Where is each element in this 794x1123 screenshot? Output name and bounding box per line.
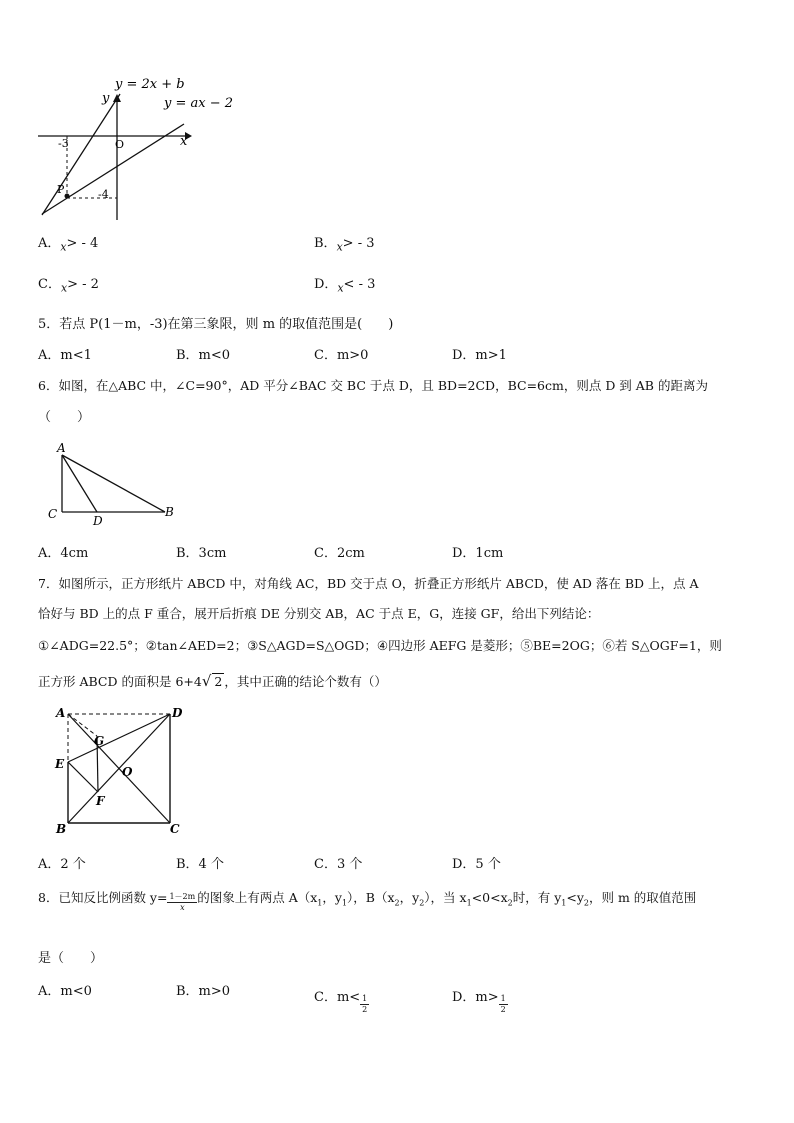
- q5-option-b[interactable]: B．m<0: [176, 348, 231, 363]
- q6-line2: （ ）: [38, 410, 91, 425]
- q4-option-b[interactable]: B．$_x$> - 3: [314, 236, 375, 254]
- q7-line3: ①∠ADG=22.5°；②tan∠AED=2；③S△AGD=S△OGD；④四边形 AEFG 是菱形；⑤BE=2OG；⑥若 S△OGF=1，则: [38, 638, 722, 653]
- q6-option-a[interactable]: A．4cm: [38, 546, 89, 561]
- point-p-label: P: [57, 183, 65, 196]
- q7-label-g: G: [94, 734, 105, 748]
- q6-line1: 6．如图，在△ABC 中，∠C=90°，AD 平分∠BAC 交 BC 于点 D，且 BD=2CD，BC=6cm，则点 D 到 AB 的距离为: [38, 378, 708, 393]
- q8-fraction: $\frac{1-2m}{x}$: [169, 892, 196, 912]
- origin-label: O: [115, 138, 125, 151]
- q6-label-c: C: [48, 507, 58, 521]
- q8-line1: 8．已知反比例函数 y= $\frac{1-2m}{x}$ 的图象上有两点 $A(x_1$，$y_1$），$B(x_2$，$y_2$），当 $x_1<0<x_2$时，有 $y_1<y_2$，则 m 的取值范围: [38, 890, 697, 912]
- tick-y-label: -4: [98, 188, 109, 201]
- q7-label-f: F: [96, 794, 105, 808]
- tick-x-label: -3: [58, 137, 69, 150]
- q7-label-d: D: [172, 706, 183, 720]
- q7-label-b: B: [56, 822, 67, 836]
- q4-option-a[interactable]: A．$_x$> - 4: [38, 236, 99, 254]
- q6-label-d: D: [93, 514, 103, 528]
- line1-label: y = 2x + b: [115, 77, 185, 92]
- line2-label: y = ax − 2: [164, 96, 234, 111]
- q5-option-c[interactable]: C．m>0: [314, 348, 369, 363]
- q7-line1: 7．如图所示，正方形纸片 ABCD 中，对角线 AC，BD 交于点 O，折叠正方形纸片 ABCD，使 AD 落在 BD 上，点 A: [38, 576, 699, 591]
- point-p: [65, 194, 70, 199]
- q6-label-b: B: [165, 505, 174, 519]
- q7-figure: [50, 702, 190, 842]
- q5-option-d[interactable]: D．m>1: [452, 348, 507, 363]
- q7-option-c[interactable]: C．3 个: [314, 857, 363, 872]
- q6-figure: [45, 440, 185, 530]
- y-axis-label: y: [102, 91, 110, 106]
- q8-option-c[interactable]: C．m< $\frac{1}{2}$: [314, 990, 368, 1014]
- q8-line2: 是（ ）: [38, 951, 104, 966]
- q7-label-e: E: [55, 757, 65, 771]
- q6-option-d[interactable]: D．1cm: [452, 546, 504, 561]
- q4-option-d[interactable]: D．$_x$< - 3: [314, 277, 376, 295]
- q8-option-d[interactable]: D．m> $\frac{1}{2}$: [452, 990, 506, 1014]
- q7-option-d[interactable]: D．5 个: [452, 857, 501, 872]
- q7-option-b[interactable]: B．4 个: [176, 857, 224, 872]
- x-axis-label: x: [180, 134, 188, 149]
- q7-label-c: C: [170, 822, 180, 836]
- q8-option-a[interactable]: A．m<0: [38, 984, 92, 999]
- q7-line4: 正方形 ABCD 的面积是 6+4√ 2 ，其中正确的结论个数有（）: [38, 672, 387, 690]
- q7-option-a[interactable]: A．2 个: [38, 857, 86, 872]
- q4-graph: [30, 70, 240, 230]
- q6-option-c[interactable]: C．2cm: [314, 546, 365, 561]
- q8-option-b[interactable]: B．m>0: [176, 984, 231, 999]
- q6-option-b[interactable]: B．3cm: [176, 546, 227, 561]
- q7-label-a: A: [56, 706, 66, 720]
- q5-text: 5．若点 P(1－m，-3)在第三象限，则 m 的取值范围是( ): [38, 317, 394, 332]
- q7-line2: 恰好与 BD 上的点 F 重合，展开后折痕 DE 分别交 AB，AC 于点 E，G，连接 GF，给出下列结论：: [38, 606, 600, 621]
- q4-option-c[interactable]: C．$_x$> - 2: [38, 277, 99, 295]
- q5-option-a[interactable]: A．m<1: [38, 348, 92, 363]
- q7-label-o: O: [122, 765, 133, 779]
- q6-label-a: A: [57, 441, 66, 455]
